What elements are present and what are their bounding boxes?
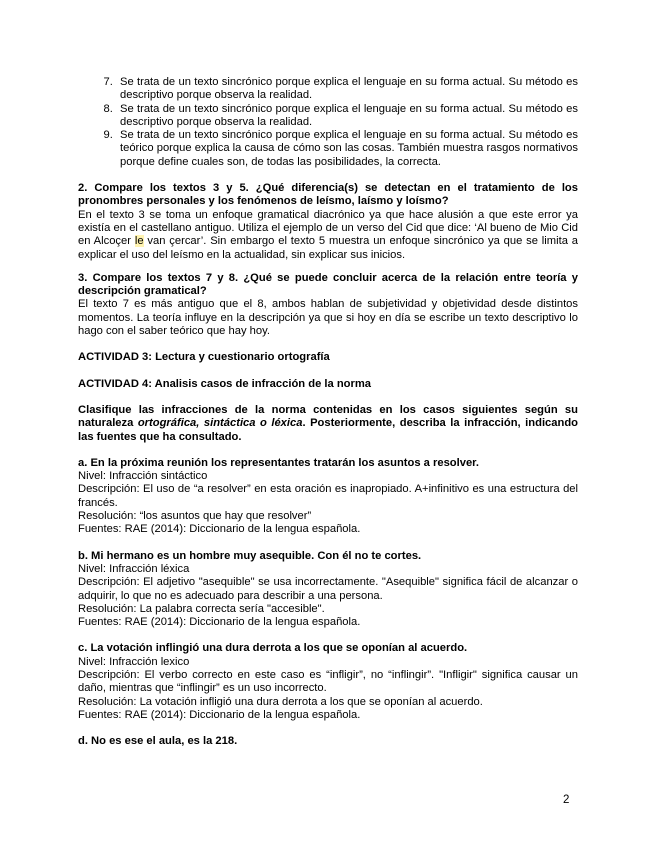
highlighted-word: le bbox=[134, 235, 144, 248]
instruction-italic: ortográfica, sintáctica o léxica bbox=[137, 417, 303, 430]
case-c-resolucion: Resolución: La votación infligió una dura derrota a los que se oponían al acuerdo. bbox=[78, 695, 483, 708]
case-a-title: a. En la próxima reunión los representantes tratarán los asuntos a resolver. bbox=[78, 456, 480, 469]
case-b-descripcion: Descripción: El adjetivo "asequible" se usa incorrectamente. "Asequible" significa fácil de alcanzar o adquirir, lo que no es adecuado para describir a una persona. bbox=[78, 576, 578, 602]
case-b-fuentes: Fuentes: RAE (2014): Diccionario de la lengua española. bbox=[78, 616, 361, 629]
answer-3: El texto 7 es más antiguo que el 8, ambos hablan de subjetividad y objetividad desde distintos momentos. La teoría influye en la descripción ya que si hoy en día se escribe un texto descriptivo lo hago con el saber teórico que hay hoy. bbox=[78, 298, 578, 338]
list-item: 9. Se trata de un texto sincrónico porque explica el lenguaje en su forma actual. Su método es teórico porque explica la causa de cómo son las cosas. También muestra rasgos normativos porque define cuales son, de todas las posibilidades, la correcta. bbox=[116, 129, 578, 169]
case-c-title: c. La votación inflingió una dura derrota a los que se oponían al acuerdo. bbox=[78, 642, 468, 655]
answer-list bbox=[78, 76, 578, 169]
list-item: 8. Se trata de un texto sincrónico porque explica el lenguaje en su forma actual. Su método es descriptivo porque observa la realidad. bbox=[116, 103, 578, 130]
case-a-resolucion: Resolución: “los asuntos que hay que resolver” bbox=[78, 510, 312, 523]
answer-2: En el texto 3 se toma un enfoque gramatical diacrónico ya que hace alusión a que este error ya existía en el castellano antiguo. Utiliza el ejemplo de un verso del Cid que dice: ‘Al bueno de Mio Cid en Alcoçer le van çercar’. Sin embargo el texto 5 muestra un enfoque sincrónico ya que se limita a explicar el uso del leísmo en la actualidad, sin explicar sus inicios. bbox=[78, 208, 578, 261]
case-b-title: b. Mi hermano es un hombre muy asequible. Con él no te cortes. bbox=[78, 549, 422, 562]
instruction: Clasifique las infracciones de la norma contenidas en los casos siguientes según su naturaleza ortográfica, sintáctica o léxica. Posteriormente, describa la infracción, indicando las fuentes que ha consultado. bbox=[78, 403, 578, 443]
case-a-descripcion: Descripción: El uso de “a resolver” en esta oración es inapropiado. A+infinitivo es una estructura del francés. bbox=[78, 483, 578, 509]
activity-4-heading: ACTIVIDAD 4: Analisis casos de infracción de la norma bbox=[78, 377, 372, 390]
page-number: 2 bbox=[563, 794, 570, 806]
case-c-nivel: Nivel: Infracción lexico bbox=[78, 655, 190, 668]
page-content bbox=[78, 76, 578, 748]
case-d-title: d. No es ese el aula, es la 218. bbox=[78, 735, 238, 748]
activity-3-heading: ACTIVIDAD 3: Lectura y cuestionario ortografía bbox=[78, 351, 330, 364]
case-c-descripcion: Descripción: El verbo correcto en este caso es “infligir”, no “inflingir”. "Infligir" significa causar un daño, mientras que “inflingir” es un uso incorrecto. bbox=[78, 668, 578, 695]
case-b-nivel: Nivel: Infracción léxica bbox=[78, 562, 190, 575]
case-a-fuentes: Fuentes: RAE (2014): Diccionario de la lengua española. bbox=[78, 523, 361, 536]
question-2: 2. Compare los textos 3 y 5. ¿Qué diferencia(s) se detectan en el tratamiento de los pronombres personales y los fenómenos de leísmo, laísmo y loísmo? bbox=[78, 182, 578, 208]
question-3: 3. Compare los textos 7 y 8. ¿Qué se puede concluir acerca de la relación entre teoría y descripción gramatical? bbox=[78, 271, 578, 298]
list-item: 7. Se trata de un texto sincrónico porque explica el lenguaje en su forma actual. Su método es descriptivo porque observa la realidad. bbox=[116, 76, 578, 103]
case-a-nivel: Nivel: Infracción sintáctico bbox=[78, 470, 208, 483]
case-c-fuentes: Fuentes: RAE (2014): Diccionario de la lengua española. bbox=[78, 708, 361, 721]
case-b-resolucion: Resolución: La palabra correcta sería "accesible". bbox=[78, 602, 325, 615]
